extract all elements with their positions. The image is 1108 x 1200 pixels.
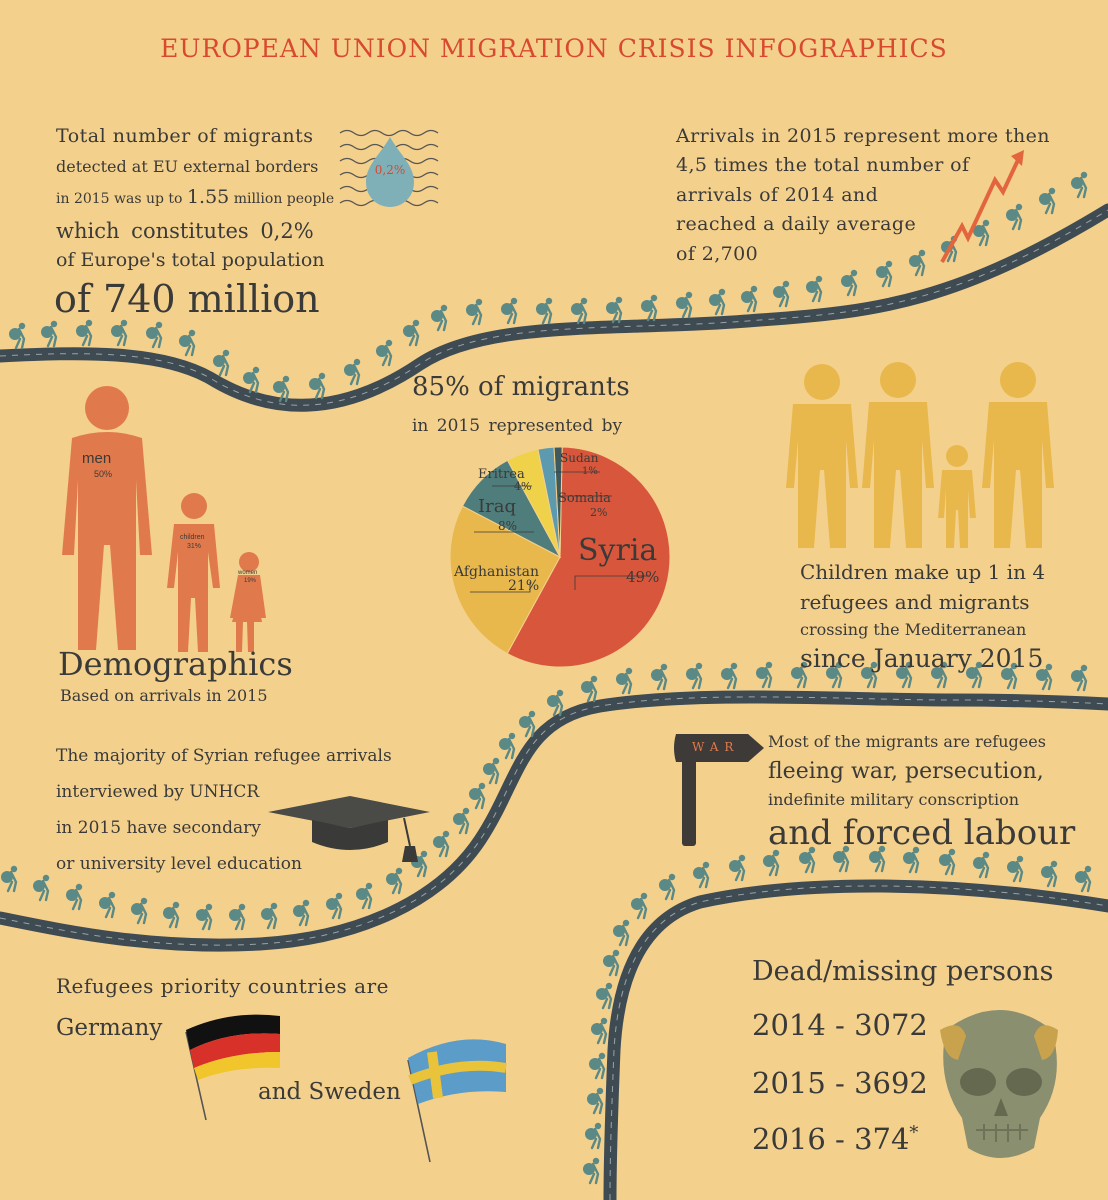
deaths-row-2016: 2016 - 374*	[752, 1122, 919, 1156]
priority-sweden: and Sweden	[258, 1079, 401, 1105]
total-migrants-line6: of 740 million	[54, 277, 320, 321]
deaths-count: 374	[854, 1122, 910, 1156]
education-line2: interviewed by UNHCR	[56, 782, 260, 802]
total-migrants-value: 1.55	[186, 186, 230, 208]
war-line2: fleeing war, persecution,	[768, 759, 1044, 784]
children-line3: crossing the Mediterranean	[800, 620, 1027, 639]
pie-value-sudan: 1%	[582, 466, 598, 477]
pie-value-syria: 49%	[626, 568, 660, 586]
demographics-subtitle: Based on arrivals in 2015	[60, 686, 268, 705]
skull-icon	[940, 1010, 1058, 1158]
total-migrants-line3-suffix: million people	[233, 191, 335, 207]
women-label: women	[238, 570, 258, 576]
arrivals-line5: of 2,700	[676, 243, 759, 265]
total-migrants-line5: of Europe's total population	[56, 249, 325, 271]
deaths-count: 3072	[854, 1008, 928, 1042]
pie-label-afghanistan: Afghanistan	[454, 564, 540, 580]
deaths-count: 3692	[854, 1066, 928, 1100]
children-label: children	[180, 534, 205, 541]
total-migrants-line1: Total number of migrants	[56, 125, 314, 147]
man-figure-icon	[62, 386, 152, 650]
priority-line1: Refugees priority countries are	[56, 974, 389, 998]
education-line1: The majority of Syrian refugee arrivals	[56, 746, 392, 766]
total-migrants-line2: detected at EU external borders	[56, 157, 319, 176]
woman-figure-icon	[230, 552, 266, 652]
origin-heading-2: in 2015 represented by	[412, 416, 623, 436]
children-line1: Children make up 1 in 4	[800, 560, 1046, 584]
deaths-row-2015: 2015 - 3692	[752, 1066, 928, 1100]
arrivals-line2: 4,5 times the total number of	[676, 154, 970, 176]
arrivals-line1: Arrivals in 2015 represent more then	[676, 125, 1050, 147]
pie-label-somalia: Somalia	[558, 491, 611, 506]
deaths-year: 2015	[752, 1066, 826, 1100]
pie-value-somalia: 2%	[590, 506, 608, 519]
education-line4: or university level education	[56, 854, 302, 874]
origin-pie-chart	[430, 440, 690, 680]
graduation-cap-icon	[268, 796, 430, 862]
pie-label-sudan: Sudan	[560, 451, 599, 465]
child-figure-icon	[167, 493, 220, 652]
arrivals-line4: reached a daily average	[676, 213, 917, 235]
deaths-title: Dead/missing persons	[752, 956, 1054, 987]
infographic-title: EUROPEAN UNION MIGRATION CRISIS INFOGRAPHICS	[160, 34, 948, 63]
deaths-row-2014: 2014 - 3072	[752, 1008, 928, 1042]
sweden-flag-icon	[408, 1039, 506, 1162]
family-figures-icon	[786, 362, 1054, 548]
pie-label-syria: Syria	[578, 533, 658, 568]
deaths-year: 2016	[752, 1122, 826, 1156]
war-sign-label: WAR	[692, 740, 740, 754]
men-percent: 50%	[94, 469, 113, 479]
education-line3: in 2015 have secondary	[56, 818, 261, 838]
deaths-year: 2014	[752, 1008, 826, 1042]
pie-value-eritrea: 4%	[514, 480, 532, 493]
men-label: men	[82, 450, 112, 467]
deaths-footnote-mark: *	[909, 1122, 919, 1144]
total-migrants-line3-prefix: in 2015 was up to	[56, 191, 183, 207]
war-line1: Most of the migrants are refugees	[768, 732, 1046, 751]
total-migrants-line4: which constitutes 0,2%	[56, 219, 314, 243]
arrivals-line3: arrivals of 2014 and	[676, 184, 879, 206]
women-percent: 19%	[244, 578, 257, 584]
priority-germany: Germany	[56, 1015, 163, 1041]
war-line3: indefinite military conscription	[768, 790, 1020, 809]
war-line4: and forced labour	[768, 813, 1076, 853]
pie-label-iraq: Iraq	[478, 496, 516, 517]
total-migrants-line3	[56, 188, 334, 208]
pie-label-eritrea: Eritrea	[478, 467, 525, 482]
drop-label: 0,2%	[374, 163, 406, 177]
origin-heading-1: 85% of migrants	[412, 372, 630, 402]
children-percent: 31%	[187, 543, 202, 550]
demographics-title: Demographics	[58, 645, 293, 683]
children-line4: since January 2015	[800, 644, 1044, 673]
children-line2: refugees and migrants	[800, 590, 1030, 614]
pie-value-afghanistan: 21%	[508, 578, 540, 594]
pie-value-iraq: 8%	[498, 519, 518, 533]
